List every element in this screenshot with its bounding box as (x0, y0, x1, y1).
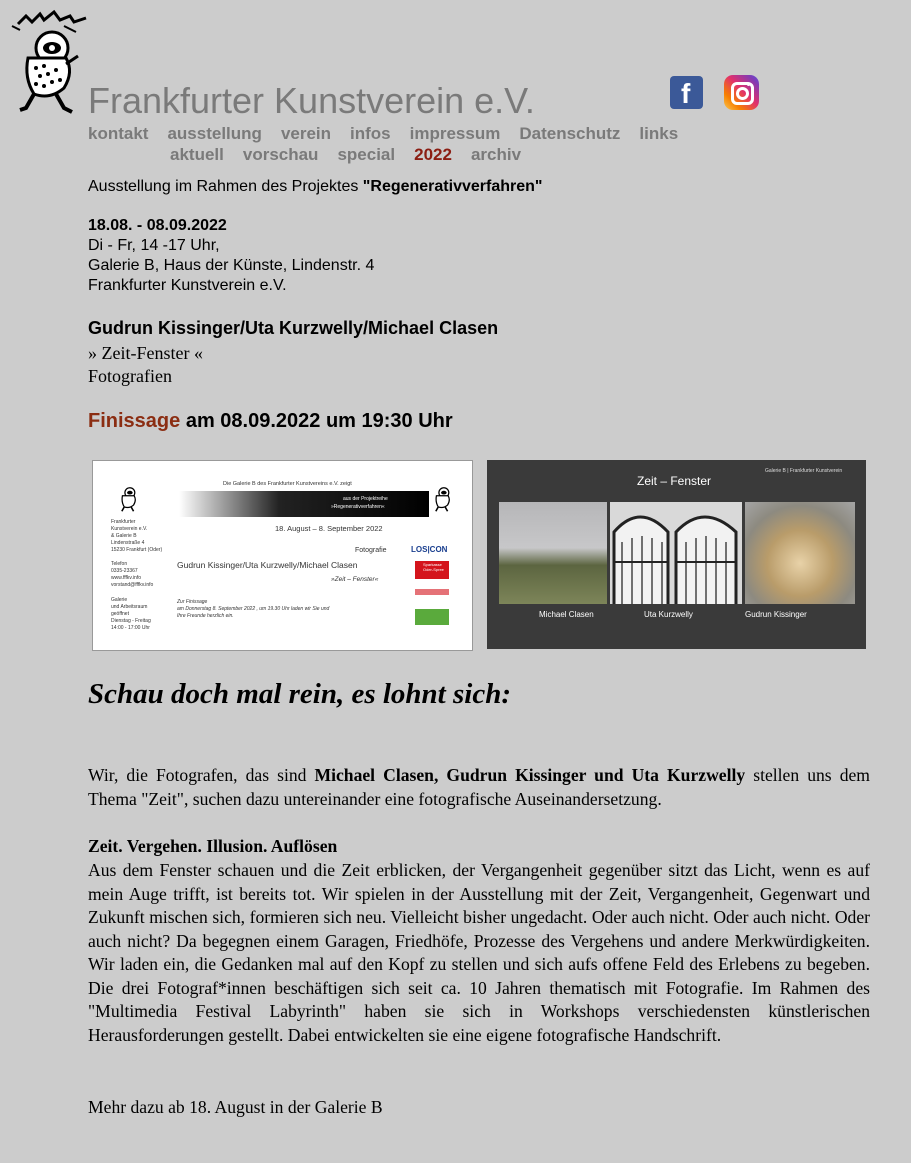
poster-image[interactable] (487, 460, 866, 649)
poster-corner-text: Galerie B | Frankfurter Kunstverein (765, 468, 843, 474)
event-hours: Di - Fr, 14 -17 Uhr, (88, 237, 220, 254)
subnav-aktuell[interactable]: aktuell (170, 145, 224, 164)
site-title: Frankfurter Kunstverein e.V. (88, 80, 535, 121)
site-logo[interactable] (4, 8, 88, 116)
flyer-mascot-right-icon (429, 479, 455, 515)
subnav-special[interactable]: special (337, 145, 396, 164)
event-organizer: Frankfurter Kunstverein e.V. (88, 277, 287, 294)
flyer-hours: Galerie und Arbeitsraum geöffnet Dienstag - Freitag 14:00 - 17:00 Uhr (111, 597, 151, 631)
finissage-line: Finissage am 08.09.2022 um 19:30 Uhr (88, 410, 453, 432)
exhibition-subtitle (88, 342, 203, 388)
flyer-address: Frankfurter Kunstverein e.V. & Galerie B Lindenstraße 4 15230 Frankfurt (Oder) (111, 519, 163, 553)
flyer-image[interactable] (92, 460, 473, 651)
window-arches-icon (610, 502, 742, 604)
nav-datenschutz[interactable]: Datenschutz (519, 124, 621, 143)
event-info (88, 216, 374, 296)
instagram-icon[interactable] (724, 75, 759, 110)
event-dates: 18.08. - 08.09.2022 (88, 217, 227, 234)
intro-paragraph: Wir, die Fotografen, das sind Michael Clasen, Gudrun Kissinger und Uta Kurzwelly stellen uns dem Thema "Zeit", suchen dazu untereinander eine fotografische Auseinandersetzung. (88, 765, 870, 809)
photo-clock (745, 502, 855, 604)
poster-title: Zeit – Fenster (637, 474, 712, 488)
event-venue: Galerie B, Haus der Künste, Lindenstr. 4 (88, 257, 375, 274)
flyer-band-line1: aus der Projektreihe (343, 496, 388, 502)
photo-field (499, 502, 607, 604)
nav-impressum[interactable]: impressum (409, 124, 501, 143)
nav-infos[interactable]: infos (350, 124, 391, 143)
facebook-icon[interactable]: f (670, 76, 703, 109)
exhibition-title: » Zeit-Fenster « (88, 343, 203, 363)
flyer-artists: Gudrun Kissinger/Uta Kurzwelly/Michael Clasen (177, 560, 358, 570)
sponsor-logo-3 (415, 609, 449, 625)
sparkasse-text: Sparkasse Oder-Spree (423, 562, 444, 572)
mascot-logo-icon (4, 8, 88, 116)
flyer-finissage: Zur Finissage am Donnerstag 8. September 2022 , um 19.30 Uhr laden wir Sie und Ihre Freunde herzlich ein. (177, 599, 330, 619)
flyer-gradient-band (179, 491, 429, 517)
loscon-logo: LOS|CON (411, 545, 448, 554)
exhibition-intro: Ausstellung im Rahmen des Projektes "Regenerativverfahren" (88, 178, 543, 195)
flyer-genre: Fotografie (355, 547, 387, 554)
section-heading: Zeit. Vergehen. Illusion. Auflösen (88, 836, 338, 856)
main-nav (88, 124, 697, 144)
nav-ausstellung[interactable]: ausstellung (167, 124, 262, 143)
sponsor-logo-2 (415, 589, 449, 595)
nav-links[interactable]: links (639, 124, 679, 143)
nav-kontakt[interactable]: kontakt (88, 124, 149, 143)
sub-nav (170, 145, 540, 165)
subnav-archiv[interactable]: archiv (470, 145, 522, 164)
subnav-vorschau[interactable]: vorschau (242, 145, 319, 164)
flyer-contact: Telefon 0335-23367 www.fffkv.info vorstand@fffkv.info (111, 561, 154, 588)
flyer-mascot-icon (115, 479, 141, 515)
flyer-title: »Zeit – Fenster« (331, 576, 379, 583)
photo-window (610, 502, 742, 604)
exhibition-medium: Fotografien (88, 366, 172, 386)
caption-gudrun-kissinger: Gudrun Kissinger (745, 610, 807, 619)
artists-heading: Gudrun Kissinger/Uta Kurzwelly/Michael Clasen (88, 318, 499, 338)
tagline: Schau doch mal rein, es lohnt sich: (88, 678, 511, 710)
description-paragraph: Aus dem Fenster schauen und die Zeit erblicken, der Vergangenheit gegenüber sitzt das Licht, wenn es auf mein Auge trifft, ist bereits tot. Wir spielen in der Ausstellung mit der Zeit, Vergangenheit, Gegenwart und Zukunft mischen sich, formieren sich neu. Vielleicht bisher ungedacht. Oder auch nicht. Oder auch nicht. Oder auch nicht? Da begegnen einem Garagen, Friedhöfe, Prozesse des Vergehens und andere Merkwürdigkeiten. Wir laden ein, die Gedanken mal auf den Kopf zu stellen und sich aufs offene Feld des Erlebens zu begeben. Die drei Fotograf*innen beschäftigen sich seit ca. 10 Jahren thematisch mit Fotografie. Im Rahmen des "Multimedia Festival Labyrinth" haben sie sich in Workshops verschiedensten künstlerischen Herausforderungen gestellt. Dabei entwickelten sie eine eigene fotografische Handschrift. (88, 860, 870, 1045)
closing-line: Mehr dazu ab 18. August in der Galerie B (88, 1097, 383, 1117)
flyer-headline: Die Galerie B des Frankfurter Kunstvereins e.V. zeigt (223, 481, 352, 487)
flyer-band-line2: »Regenerativverfahren« (331, 504, 385, 510)
nav-verein[interactable]: verein (280, 124, 332, 143)
flyer-dates: 18. August – 8. September 2022 (275, 524, 383, 533)
subnav-2022[interactable]: 2022 (414, 145, 452, 164)
caption-michael-clasen: Michael Clasen (539, 610, 594, 619)
caption-uta-kurzwelly: Uta Kurzwelly (644, 610, 693, 619)
